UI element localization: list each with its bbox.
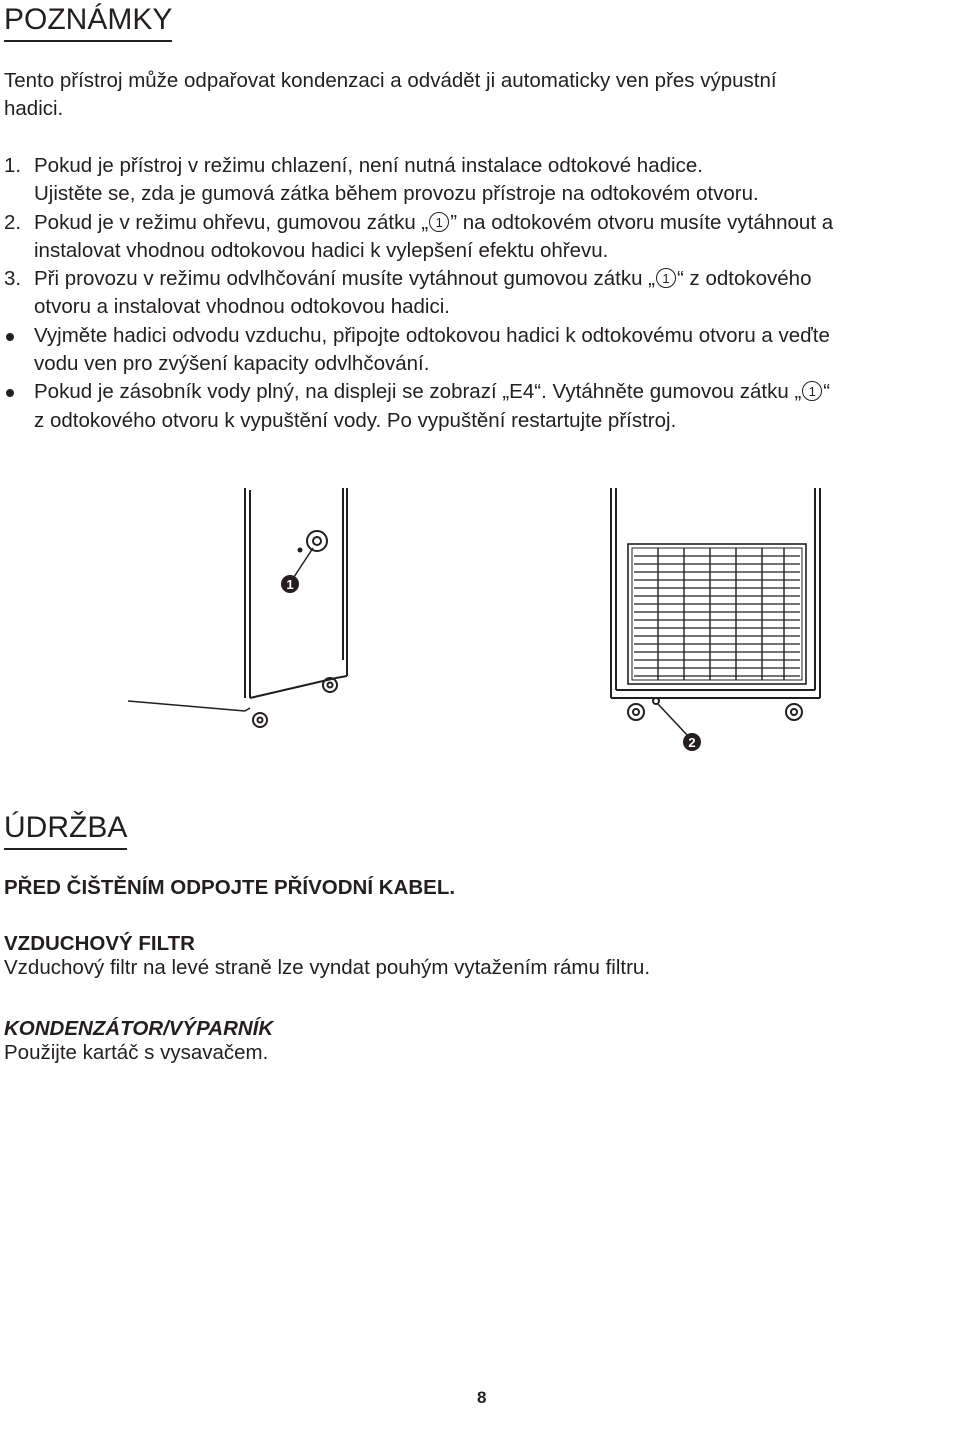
item-text-line1: Pokud je přístroj v režimu chlazení, není nutná instalace odtokové hadice. <box>34 154 703 177</box>
unit-rear-view-figure <box>600 480 840 760</box>
page-number: 8 <box>477 1388 487 1407</box>
condenser-text: Použijte kartáč s vysavačem. <box>4 1041 269 1064</box>
list-item <box>4 322 958 379</box>
bullet-icon <box>6 333 14 341</box>
notes-list <box>4 152 958 435</box>
figure-label-2: 2 <box>688 735 696 750</box>
item-text-line2: vodu ven pro zvýšení kapacity odvlhčování. <box>34 352 430 376</box>
item-text-line2: z odtokového otvoru k vypuštění vody. Po vypuštění restartujte přístroj. <box>34 408 677 432</box>
item-text-pre: Pokud je v režimu ohřevu, gumovou zátku „ <box>34 210 429 234</box>
condenser-section <box>4 1017 273 1065</box>
notes-intro-line1: Tento přístroj může odpařovat kondenzaci a odvádět ji automaticky ven přes výpustní <box>4 69 777 92</box>
filter-title: VZDUCHOVÝ FILTR <box>4 932 195 955</box>
figure-label-1: 1 <box>286 577 294 592</box>
item-number: 2. <box>4 210 22 234</box>
list-item <box>4 209 958 266</box>
notes-intro-line2: hadici. <box>4 97 64 120</box>
circled-number-icon: 1 <box>429 212 449 232</box>
item-text-pre: Pokud je zásobník vody plný, na displeji se zobrazí „E4“. Vytáhněte gumovou zátku „ <box>34 380 802 404</box>
item-text-line1: Vyjměte hadici odvodu vzduchu, připojte odtokovou hadici k odtokovému otvoru a veďte <box>34 323 830 347</box>
item-text-line2: otvoru a instalovat vhodnou odtokovou hadici. <box>34 295 450 319</box>
item-text-post: “ <box>823 380 831 404</box>
condenser-title: KONDENZÁTOR/VÝPARNÍK <box>4 1017 274 1040</box>
list-item <box>4 378 958 435</box>
maintenance-heading: ÚDRŽBA <box>4 810 127 850</box>
circled-number-icon: 1 <box>802 381 822 401</box>
item-text-line2: instalovat vhodnou odtokovou hadici k vylepšení efektu ohřevu. <box>34 238 609 262</box>
item-number: 1. <box>4 154 22 177</box>
circled-number-icon: 1 <box>656 268 676 288</box>
item-text-line2: Ujistěte se, zda je gumová zátka během provozu přístroje na odtokovém otvoru. <box>34 182 759 206</box>
item-text-post: “ z odtokového <box>677 267 812 291</box>
item-number: 3. <box>4 267 22 291</box>
list-item <box>4 152 958 209</box>
notes-intro <box>4 67 944 123</box>
list-item <box>4 265 958 322</box>
notes-heading: POZNÁMKY <box>4 2 172 42</box>
item-text-post: ” na odtokovém otvoru musíte vytáhnout a <box>450 210 834 234</box>
maintenance-warning: PŘED ČIŠTĚNÍM ODPOJTE PŘÍVODNÍ KABEL. <box>4 876 456 899</box>
filter-section <box>4 932 650 980</box>
bullet-icon <box>6 389 14 397</box>
filter-text: Vzduchový filtr na levé straně lze vyndat pouhým vytažením rámu filtru. <box>4 956 651 979</box>
unit-side-view-figure <box>120 480 360 740</box>
item-text-pre: Při provozu v režimu odvlhčování musíte vytáhnout gumovou zátku „ <box>34 267 655 291</box>
